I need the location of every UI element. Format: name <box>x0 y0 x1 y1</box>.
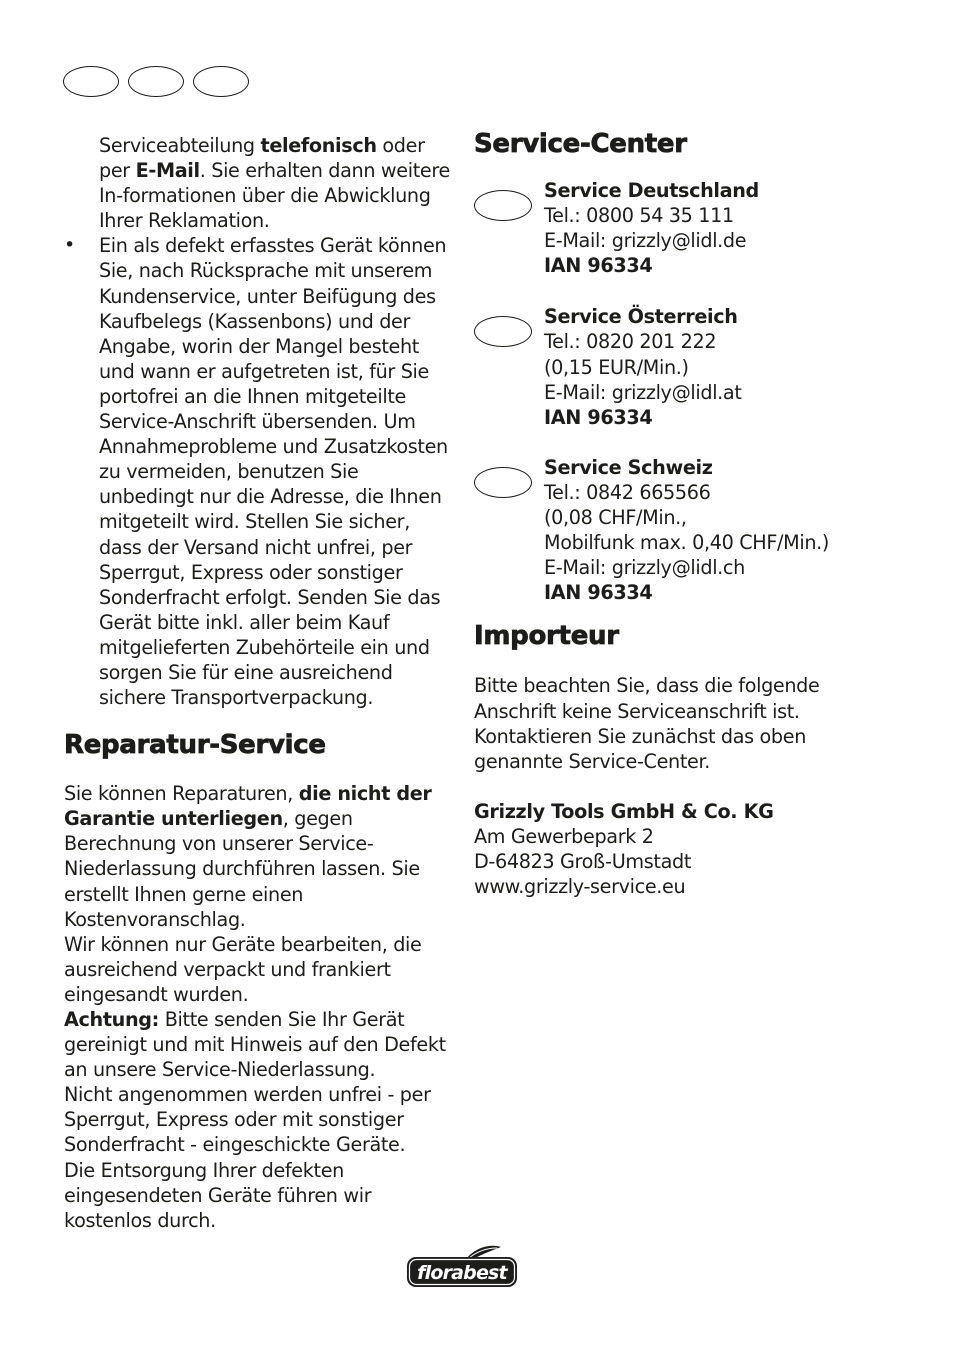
service-phone: Tel.: 0800 54 35 111 <box>544 204 734 228</box>
repair-service-heading: Reparatur-Service <box>64 730 326 761</box>
service-austria <box>474 304 874 429</box>
service-phone: Tel.: 0820 201 222 <box>544 330 717 354</box>
service-switzerland <box>474 455 874 606</box>
service-email: E-Mail: grizzly@lidl.ch <box>544 556 745 580</box>
service-ian: IAN 96334 <box>544 581 653 605</box>
service-title: Service Österreich <box>544 305 738 329</box>
language-oval <box>193 66 249 97</box>
list-item <box>64 233 454 710</box>
svg-text:florabest: florabest <box>417 1262 507 1284</box>
attention-paragraph: Achtung: Bitte senden Sie Ihr Gerät gereinigt und mit Hinweis auf den Defekt an unsere Service-Niederlassung. <box>64 1008 446 1082</box>
service-email: E-Mail: grizzly@lidl.at <box>544 380 742 404</box>
service-title: Service Schweiz <box>544 455 713 479</box>
repair-paragraph: Nicht angenommen werden unfrei - per Sperrgut, Express oder mit sonstiger Sonderfracht - eingeschickte Geräte. <box>64 1083 431 1157</box>
country-oval <box>474 467 532 498</box>
importer-note: Bitte beachten Sie, dass die folgende Anschrift keine Serviceanschrift ist. Kontaktieren Sie zunächst das oben genannte Service-Center. <box>474 674 820 773</box>
florabest-logo <box>405 1244 519 1290</box>
country-oval <box>474 316 532 347</box>
service-email: E-Mail: grizzly@lidl.de <box>544 229 747 253</box>
service-price: (0,15 EUR/Min.) <box>544 355 689 379</box>
right-column <box>474 130 874 899</box>
service-price: (0,08 CHF/Min., <box>544 506 687 530</box>
repair-paragraph: Wir können nur Geräte bearbeiten, die ausreichend verpackt und frankiert eingesandt wurden. <box>64 932 422 1006</box>
importer-heading: Importeur <box>474 621 619 652</box>
left-column <box>64 130 454 1233</box>
defect-shipping-text: Ein als defekt erfasstes Gerät können Sie, nach Rücksprache mit unserem Kundenservice, unter Beifügung des Kaufbelegs (Kassenbons) und der Angabe, worin der Mangel besteht und wann er aufgetreten ist, für Sie portofrei an die Ihnen mitgeteilte Service-Anschrift übersenden. Um Annahmeprobleme und Zusatzkosten zu vermeiden, benutzen Sie unbedingt nur die Adresse, die Ihnen mitgeteilt wird. Stellen Sie sicher, dass der Versand nicht unfrei, per Sperrgut, Express oder sonstiger Sonderfracht erfolgt. Senden Sie das Gerät bitte inkl. aller beim Kauf mitgelieferten Zubehörteile ein und sorgen Sie für eine ausreichend sichere Transportverpackung. <box>99 234 448 710</box>
service-ian: IAN 96334 <box>544 254 653 278</box>
importer-street: Am Gewerbepark 2 <box>474 824 654 848</box>
service-ian: IAN 96334 <box>544 405 653 429</box>
bullet-icon: • <box>64 234 76 257</box>
service-germany <box>474 178 874 278</box>
importer-company: Grizzly Tools GmbH & Co. KG <box>474 799 774 823</box>
repair-paragraph: Die Entsorgung Ihrer defekten eingesendeten Geräte führen wir kostenlos durch. <box>64 1158 372 1232</box>
service-price: Mobilfunk max. 0,40 CHF/Min.) <box>544 531 830 555</box>
importer-website[interactable]: www.grizzly-service.eu <box>474 875 686 899</box>
language-oval <box>128 66 184 97</box>
service-title: Service Deutschland <box>544 179 759 202</box>
importer-city: D-64823 Groß-Umstadt <box>474 849 691 873</box>
service-contact-paragraph: Serviceabteilung telefonisch oder per E-Mail. Sie erhalten dann weitere In-formationen über die Abwicklung Ihrer Reklamation. <box>99 134 450 233</box>
language-oval <box>63 66 119 97</box>
service-center-heading: Service-Center <box>474 129 687 159</box>
country-oval <box>474 190 532 221</box>
florabest-logo-icon <box>405 1244 519 1290</box>
service-phone: Tel.: 0842 665566 <box>544 480 711 504</box>
repair-paragraph: Sie können Reparaturen, die nicht der Garantie unterliegen, gegen Berechnung von unserer Service-Niederlassung durchführen lassen. Sie erstellt Ihnen gerne einen Kostenvoranschlag. <box>64 782 432 931</box>
